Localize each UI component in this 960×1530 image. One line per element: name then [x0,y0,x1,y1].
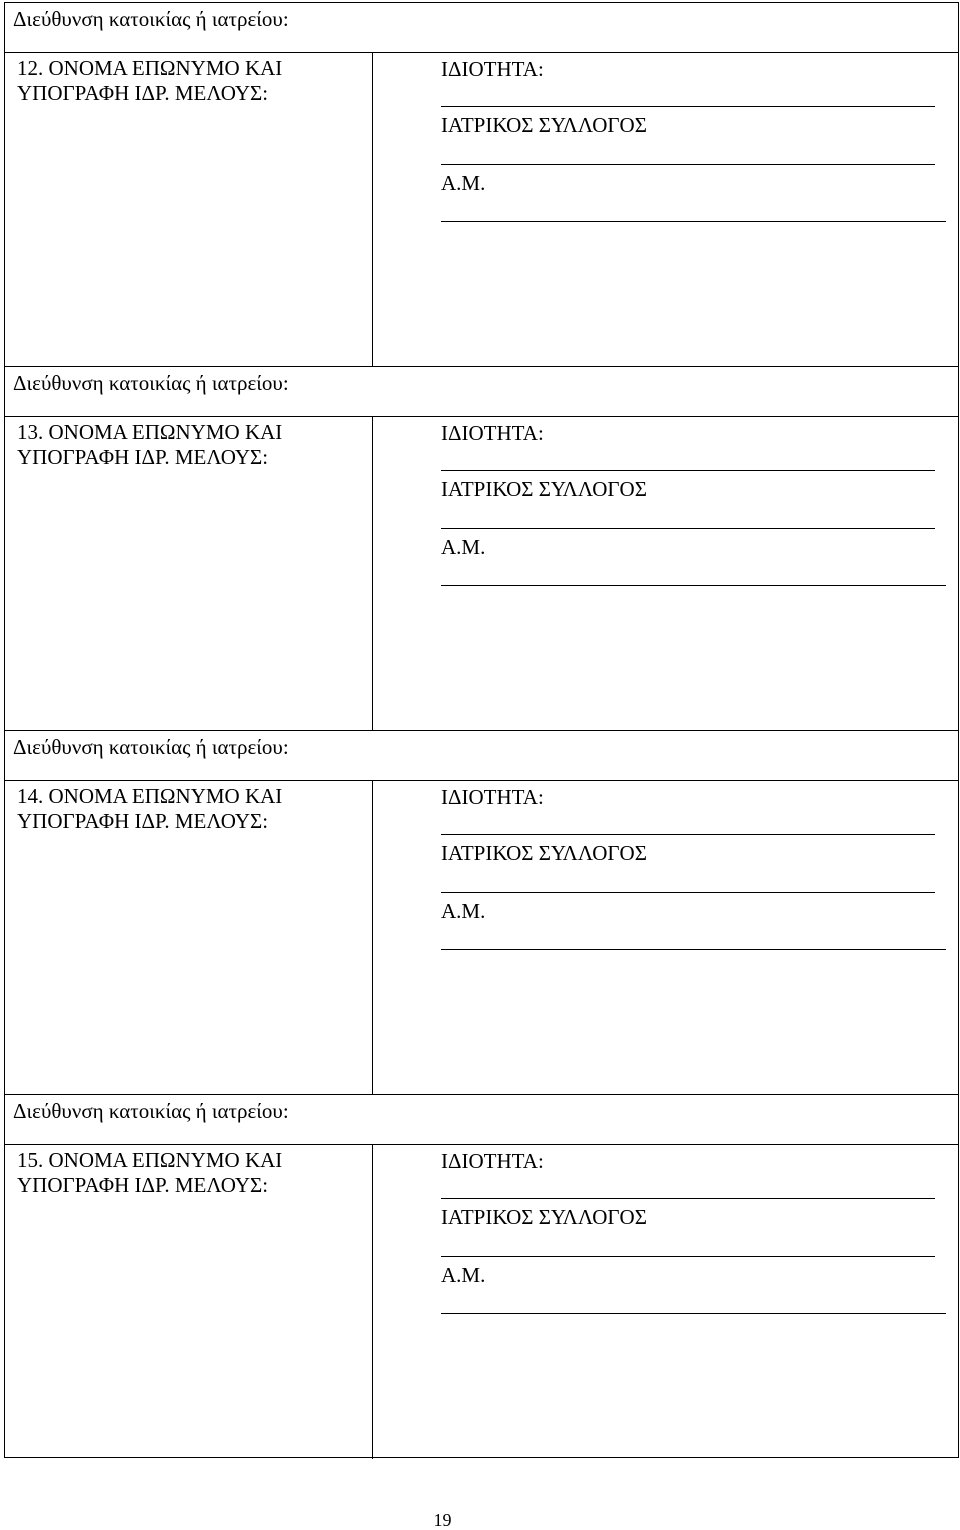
idiotita-label: ΙΔΙΟΤΗΤΑ: [441,421,544,445]
syllogos-blank-line[interactable] [441,164,935,165]
column-divider [372,417,373,730]
idiotita-label: ΙΔΙΟΤΗΤΑ: [441,57,544,81]
member-signature-line: ΥΠΟΓΡΑΦΗ ΙΔΡ. ΜΕΛΟΥΣ: [17,809,269,833]
member-name-signature-label [17,784,357,834]
idiotita-label: ΙΔΙΟΤΗΤΑ: [441,785,544,809]
member-signature-line: ΥΠΟΓΡΑΦΗ ΙΔΡ. ΜΕΛΟΥΣ: [17,445,269,469]
address-row-13 [5,731,958,781]
am-blank-line[interactable] [441,221,946,222]
column-divider [372,1145,373,1459]
member-signature-line: ΥΠΟΓΡΑΦΗ ΙΔΡ. ΜΕΛΟΥΣ: [17,1173,269,1197]
idiotita-label: ΙΔΙΟΤΗΤΑ: [441,1149,544,1173]
member-row-12 [5,53,958,367]
syllogos-label: ΙΑΤΡΙΚΟΣ ΣΥΛΛΟΓΟΣ [441,1205,647,1229]
member-number-line: 12. ΟΝΟΜΑ ΕΠΩΝΥΜΟ ΚΑΙ [17,56,283,80]
member-number-line: 15. ΟΝΟΜΑ ΕΠΩΝΥΜΟ ΚΑΙ [17,1148,283,1172]
am-blank-line[interactable] [441,949,946,950]
address-row-14 [5,1095,958,1145]
idiotita-blank-line[interactable] [441,1198,935,1199]
syllogos-label: ΙΑΤΡΙΚΟΣ ΣΥΛΛΟΓΟΣ [441,841,647,865]
address-row-12 [5,367,958,417]
idiotita-blank-line[interactable] [441,106,935,107]
idiotita-blank-line[interactable] [441,470,935,471]
column-divider [372,781,373,1094]
address-label: Διεύθυνση κατοικίας ή ιατρείου: [13,735,289,759]
member-number-line: 13. ΟΝΟΜΑ ΕΠΩΝΥΜΟ ΚΑΙ [17,420,283,444]
am-blank-line[interactable] [441,1313,946,1314]
syllogos-label: ΙΑΤΡΙΚΟΣ ΣΥΛΛΟΓΟΣ [441,113,647,137]
page-number: 19 [433,1510,452,1530]
address-label: Διεύθυνση κατοικίας ή ιατρείου: [13,1099,289,1123]
am-label: Α.Μ. [441,171,486,195]
address-row-top [5,3,958,53]
am-label: Α.Μ. [441,899,486,923]
am-label: Α.Μ. [441,535,486,559]
am-blank-line[interactable] [441,585,946,586]
member-number-line: 14. ΟΝΟΜΑ ΕΠΩΝΥΜΟ ΚΑΙ [17,784,283,808]
idiotita-blank-line[interactable] [441,834,935,835]
address-label: Διεύθυνση κατοικίας ή ιατρείου: [13,371,289,395]
member-signature-line: ΥΠΟΓΡΑΦΗ ΙΔΡ. ΜΕΛΟΥΣ: [17,81,269,105]
syllogos-label: ΙΑΤΡΙΚΟΣ ΣΥΛΛΟΓΟΣ [441,477,647,501]
address-label: Διεύθυνση κατοικίας ή ιατρείου: [13,7,289,31]
am-label: Α.Μ. [441,1263,486,1287]
member-row-15 [5,1145,958,1459]
syllogos-blank-line[interactable] [441,1256,935,1257]
member-name-signature-label [17,420,357,470]
syllogos-blank-line[interactable] [441,892,935,893]
member-name-signature-label [17,1148,357,1198]
members-form-table [4,2,959,1458]
column-divider [372,53,373,366]
member-row-14 [5,781,958,1095]
member-row-13 [5,417,958,731]
syllogos-blank-line[interactable] [441,528,935,529]
member-name-signature-label [17,56,357,106]
